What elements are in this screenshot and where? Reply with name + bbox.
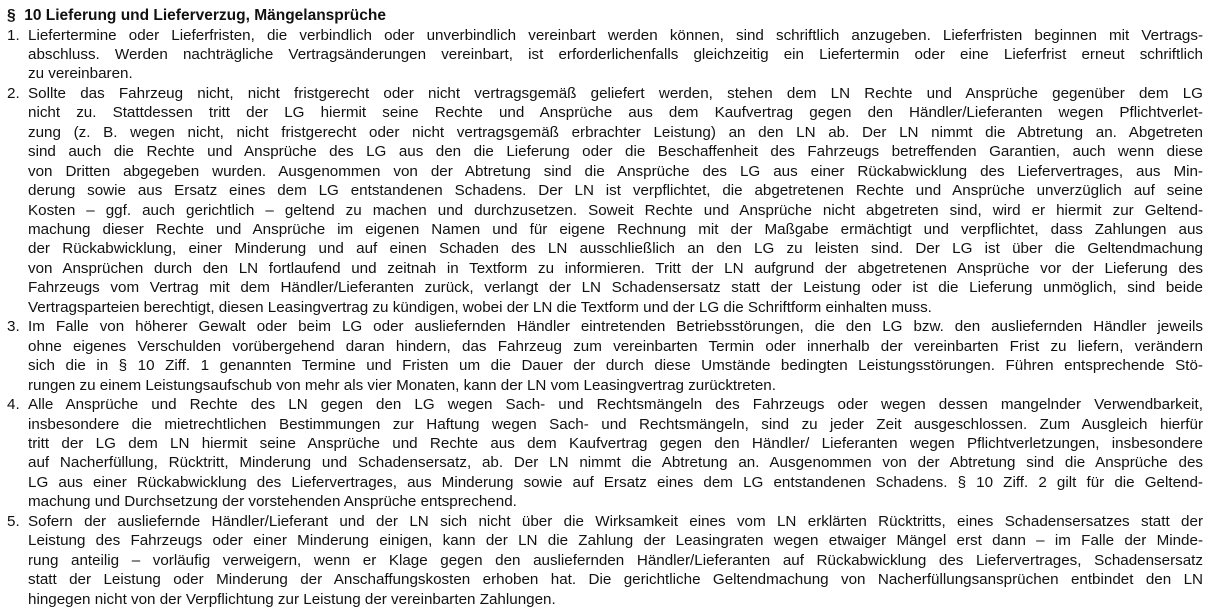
text-line: Liefertermine oder Lieferfristen, die verbindlich oder unverbindlich vereinbart werden können, sind schriftlich anzugeben. Lieferfristen beginnen mit Vertrags- <box>28 26 1203 44</box>
text-line: derung sowie aus Ersatz eines dem LG entstandenen Schadens. Der LN ist verpflichtet, die abgetretenen Rechte und Ansprüche unverzüglich auf seine <box>28 182 1203 200</box>
clause-number: 3. <box>7 318 20 336</box>
clause-text <box>28 317 1203 395</box>
text-line: Fahrzeugs vom Vertrag mit dem Händler/Lieferanten zurück, verlangt der LN Schadensersatz statt der Leistung oder ist die Lieferung unmöglich, sind beide <box>28 279 1203 297</box>
clause-item-3 <box>7 317 1203 395</box>
clause-number: 4. <box>7 396 20 414</box>
text-line: Sollte das Fahrzeug nicht, nicht fristgerecht oder nicht vertragsgemäß geliefert werden, stehen dem LN Rechte und Ansprüche gegenüber dem LG <box>28 84 1203 102</box>
text-line: ohne eigenes Verschulden vorübergehend daran hindern, das Fahrzeug zum vereinbarten Termin oder innerhalb der vereinbarten Frist zu liefern, verändern <box>28 337 1203 355</box>
text-line: statt der Leistung oder Minderung der Anschaffungskosten erhoben hat. Die gerichtliche Geltendmachung von Nacherfüllungsansprüchen entbindet den LN <box>28 571 1203 589</box>
text-line: hingegen nicht von der Verpflichtung zur Leistung der vereinbarten Zahlungen. <box>28 590 556 608</box>
text-line: sind auch die Rechte und Ansprüche des LG aus den die Lieferung oder die Beschaffenheit des Fahrzeugs betreffenden Garantien, auch wenn diese <box>28 143 1203 161</box>
text-line: abschluss. Werden nachträgliche Vertragsänderungen vereinbart, ist erforderlichenfalls gleichzeitig ein Liefertermin oder eine Lieferfrist erneut schriftlich <box>28 45 1203 63</box>
text-line: Vertragsparteien berechtigt, diesen Leasingvertrag zu kündigen, wobei der LN die Textform und der LG die Schriftform einhalten muss. <box>28 298 932 316</box>
text-line: der Rückabwicklung, einer Minderung und auf einen Schaden des LN ausschließlich an den LG zu leisten sind. Der LG ist über die Geltendmachung <box>28 240 1203 258</box>
clause-item-2 <box>7 84 1203 317</box>
text-line: sich die in § 10 Ziff. 1 genannten Termine und Fristen um die Dauer der durch diese Umstände bedingten Leistungsstörungen. Führen entsprechende Stö- <box>28 357 1203 375</box>
text-line: rungen zu einem Leistungsaufschub von mehr als vier Monaten, kann der LN vom Leasingvertrag zurücktreten. <box>28 376 776 394</box>
clause-text <box>28 84 1203 317</box>
text-line: zung (z. B. wegen nicht, nicht fristgerecht oder nicht vertragsgemäß erbrachter Leistung) an den LN ab. Der LN nimmt die Abtretung an. Abgetreten <box>28 123 1203 141</box>
text-line: insbesondere die mietrechtlichen Bestimmungen zur Haftung wegen Sach- und Rechtsmängeln, sind zu jeder Zeit ausgeschlossen. Zum Ausgleich hierfür <box>28 415 1203 433</box>
text-line: Leistung des Fahrzeugs oder einer Minderung einigen, kann der LN die Zahlung der Leasingraten wegen etwaiger Mängel erst dann – im Falle der Minde- <box>28 532 1203 550</box>
text-line: auf Nacherfüllung, Rücktritt, Minderung und Schadensersatz, ab. Der LN nimmt die Abtretung an. Ausgenommen von der Abtretung sind die Ansprüche des <box>28 454 1203 472</box>
clause-list <box>7 26 1203 610</box>
text-line: von Dritten abgegeben wurden. Ausgenommen von der Abtretung sind die Ansprüche des LG aus einer Rückabwicklung des Liefervertrages, aus Min- <box>28 162 1203 180</box>
text-line: von Ansprüchen durch den LN fortlaufend und zeitnah in Textform zu informieren. Tritt der LN aufgrund der abgetretenen Ansprüche vor der Lieferung des <box>28 259 1203 277</box>
text-line: Im Falle von höherer Gewalt oder beim LG oder ausliefernden Händler eintretenden Betriebsstörungen, die den LG bzw. den ausliefernden Händler jeweils <box>28 318 1203 336</box>
text-line: rung anteilig – vorläufig verweigern, wenn er Klage gegen den ausliefernden Händler/Lieferanten auf Rückabwicklung des Liefervertrages, Schadensersatz <box>28 551 1203 569</box>
text-line: LG aus einer Rückabwicklung des Liefervertrages, aus Minderung sowie auf Ersatz eines dem LG entstandenen Schadens. § 10 Ziff. 2 gilt für die Geltend- <box>28 473 1203 491</box>
text-line: Sofern der ausliefernde Händler/Lieferant und der LN sich nicht über die Wirksamkeit eines vom LN erklärten Rücktritts, eines Schadensersatzes statt der <box>28 512 1203 530</box>
text-line: Kosten – ggf. auch gerichtlich – geltend zu machen und durchzusetzen. Soweit Rechte und Ansprüche nicht abgetreten sind, wird er hiermit zur Geltend- <box>28 201 1203 219</box>
clause-item-1 <box>7 26 1203 84</box>
clause-item-5 <box>7 512 1203 609</box>
section-heading: § 10 Lieferung und Lieferverzug, Mängelansprüche <box>7 7 386 24</box>
clause-text <box>28 26 1203 84</box>
text-line: Alle Ansprüche und Rechte des LN gegen den LG wegen Sach- und Rechtsmängeln des Fahrzeugs oder wegen dessen mangelnder Verwendbarkeit, <box>28 396 1203 414</box>
clause-item-4 <box>7 395 1203 512</box>
clause-number: 1. <box>7 26 20 44</box>
clause-text <box>28 395 1203 512</box>
clause-number: 2. <box>7 84 20 102</box>
text-line: zu vereinbaren. <box>28 65 133 83</box>
text-line: tritt der LG dem LN hiermit seine Ansprüche und Rechte aus dem Kaufvertrag gegen den Händler/ Lieferanten wegen Pflichtverletzungen, insbesondere <box>28 435 1203 453</box>
text-line: nicht zu. Stattdessen tritt der LG hiermit seine Rechte und Ansprüche aus dem Kaufvertrag gegen den Händler/Lieferanten wegen Pflichtverlet- <box>28 104 1203 122</box>
text-line: machung und Durchsetzung der vorstehenden Ansprüche entsprechend. <box>28 493 517 511</box>
clause-number: 5. <box>7 512 20 530</box>
clause-text <box>28 512 1203 609</box>
text-line: machung dieser Rechte und Ansprüche im eigenen Namen und für eigene Rechnung mit der Maßgabe ermächtigt und verpflichtet, dass Zahlungen aus <box>28 221 1203 239</box>
